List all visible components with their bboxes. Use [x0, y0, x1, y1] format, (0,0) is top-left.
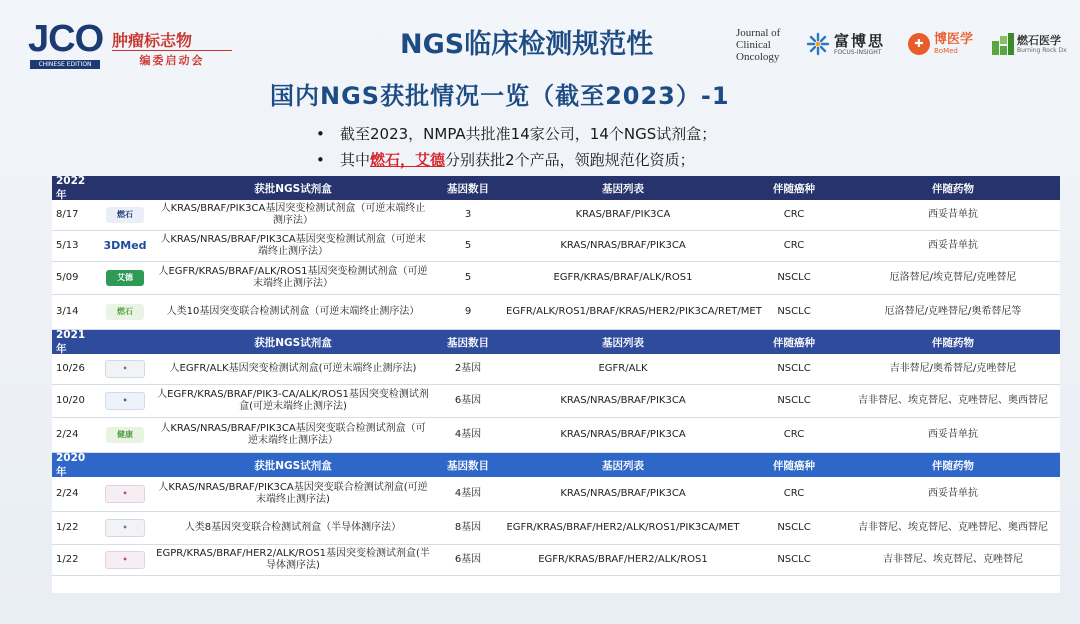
bullet-item: • 截至2023，NMPA共批准14家公司，14个NGS试剂盒；	[314, 121, 716, 147]
row-drugs: 吉非替尼、埃克替尼、克唑替尼、奥西替尼	[858, 395, 1048, 406]
col-header-cancer: 伴随癌种	[773, 182, 815, 195]
row-gene-list: EGFR/ALK/ROS1/BRAF/KRAS/HER2/PIK3CA/RET/MET	[506, 306, 762, 317]
row-drugs: 西妥昔单抗	[928, 240, 978, 251]
row-drugs: 西妥昔单抗	[928, 488, 978, 499]
row-drugs: 吉非替尼、埃克替尼、克唑替尼	[883, 554, 1023, 565]
col-header-drugs: 伴随药物	[932, 182, 974, 195]
row-date: 5/13	[56, 240, 79, 251]
company-logo: •	[105, 485, 145, 503]
row-kit: 人KRAS/BRAF/PIK3CA基因突变检测试剂盒（可逆末端终止测序法）	[160, 203, 426, 226]
bomed-mark-icon: ✚	[908, 33, 930, 55]
row-gene-list: KRAS/NRAS/BRAF/PIK3CA	[560, 429, 686, 440]
row-kit: EGPR/KRAS/BRAF/HER2/ALK/ROS1基因突变检测试剂盒(半导体测序法)	[156, 548, 430, 571]
row-kit: 人KRAS/NRAS/BRAF/PIK3CA基因突变联合检测试剂盒（可逆末端终止测序法）	[160, 423, 426, 446]
row-gene-list: KRAS/BRAF/PIK3CA	[575, 209, 671, 220]
company-logo: •	[105, 392, 145, 410]
table-row	[52, 200, 1060, 231]
row-date: 10/26	[56, 363, 85, 374]
table-row	[52, 231, 1060, 262]
row-cancer: NSCLC	[777, 363, 811, 374]
burning-rock-en: Burning Rock Dx	[1017, 46, 1067, 54]
col-header-kit: 获批NGS试剂盒	[254, 336, 332, 349]
row-gene-list: KRAS/NRAS/BRAF/PIK3CA	[560, 240, 686, 251]
company-logo-cell	[96, 238, 154, 254]
jco-cn-line1: 肿瘤标志物	[112, 31, 193, 50]
col-header-kit: 获批NGS试剂盒	[254, 182, 332, 195]
table-row	[52, 477, 1060, 512]
bomed-en: BoMed	[934, 47, 958, 55]
col-header-gene-count: 基因数目	[447, 459, 489, 472]
row-cancer: NSCLC	[777, 306, 811, 317]
burning-rock-logo: 燃石	[106, 207, 144, 223]
jco-cn-line2: 编委启动会	[112, 50, 232, 68]
col-header-gene-count: 基因数目	[447, 336, 489, 349]
row-gene-list: EGFR/KRAS/BRAF/ALK/ROS1	[553, 272, 693, 283]
col-header-cancer: 伴随癌种	[773, 459, 815, 472]
gene-tech-logo: 健康	[106, 427, 144, 443]
jco-logo-word: JCO	[28, 18, 104, 60]
row-gene-list: KRAS/NRAS/BRAF/PIK3CA	[560, 488, 686, 499]
focus-insight-en: FOCUS-INSIGHT	[834, 48, 882, 56]
row-drugs: 西妥昔单抗	[928, 429, 978, 440]
company-logo: •	[105, 551, 145, 569]
row-kit: 人KRAS/NRAS/BRAF/PIK3CA基因突变检测试剂盒（可逆末端终止测序法）	[160, 234, 426, 257]
company-logo-cell	[96, 485, 154, 503]
section-header	[52, 330, 1060, 354]
table-row	[52, 385, 1060, 418]
row-date: 5/09	[56, 272, 79, 283]
section-header	[52, 453, 1060, 477]
section-header	[52, 176, 1060, 200]
row-cancer: CRC	[783, 488, 805, 499]
col-header-kit: 获批NGS试剂盒	[254, 459, 332, 472]
row-gene-list: EGFR/KRAS/BRAF/HER2/ALK/ROS1	[538, 554, 708, 565]
row-drugs: 厄洛替尼/埃克替尼/克唑替尼	[889, 272, 1017, 283]
jco-edition-label: CHINESE EDITION	[30, 60, 100, 69]
row-drugs: 吉非替尼/奥希替尼/克唑替尼	[889, 363, 1017, 374]
row-gene-count: 3	[464, 209, 472, 220]
col-header-cancer: 伴随癌种	[773, 336, 815, 349]
table-row	[52, 418, 1060, 453]
row-date: 3/14	[56, 306, 79, 317]
table-row	[52, 295, 1060, 330]
bomed-cn: 博医学	[934, 32, 974, 47]
row-date: 10/20	[56, 395, 85, 406]
table-row	[52, 512, 1060, 545]
row-kit: 人EGFR/KRAS/BRAF/ALK/ROS1基因突变检测试剂盒（可逆末端终止测序法）	[158, 266, 428, 289]
company-logo-cell	[96, 304, 154, 320]
row-kit: 人KRAS/NRAS/BRAF/PIK3CA基因突变联合检测试剂盒(可逆末端终止测序法)	[158, 482, 428, 505]
bullet-item: • 其中燃石，艾德分别获批2个产品，领跑规范化资质；	[314, 147, 716, 173]
row-date: 8/17	[56, 209, 79, 220]
row-drugs: 吉非替尼、埃克替尼、克唑替尼、奥西替尼	[858, 522, 1048, 533]
row-gene-count: 5	[464, 272, 472, 283]
row-cancer: CRC	[783, 429, 805, 440]
row-kit: 人EGFR/KRAS/BRAF/PIK3-CA/ALK/ROS1基因突变检测试剂盒(可逆末端终止测序法)	[157, 389, 429, 412]
row-kit: 人EGFR/ALK基因突变检测试剂盒(可逆末端终止测序法)	[169, 363, 417, 374]
table-row	[52, 354, 1060, 385]
burning-rock-mark-icon	[992, 33, 1014, 55]
row-cancer: CRC	[783, 240, 805, 251]
row-cancer: NSCLC	[777, 272, 811, 283]
col-header-gene-count: 基因数目	[447, 182, 489, 195]
row-kit: 人类10基因突变联合检测试剂盒（可逆末端终止测序法）	[166, 306, 420, 317]
row-date: 2/24	[56, 429, 79, 440]
3dmed-logo: 3DMed	[103, 239, 147, 252]
row-drugs: 西妥昔单抗	[928, 209, 978, 220]
row-cancer: NSCLC	[777, 522, 811, 533]
row-cancer: NSCLC	[777, 554, 811, 565]
col-header-gene-list: 基因列表	[602, 459, 644, 472]
burning-rock-cn: 燃石医学	[1017, 33, 1061, 47]
col-header-drugs: 伴随药物	[932, 336, 974, 349]
row-gene-list: EGFR/KRAS/BRAF/HER2/ALK/ROS1/PIK3CA/MET	[506, 522, 740, 533]
row-kit: 人类8基因突变联合检测试剂盒（半导体测序法）	[184, 522, 402, 533]
col-header-gene-list: 基因列表	[602, 182, 644, 195]
focus-insight-cn: 富博思	[834, 31, 886, 50]
section-year: 2022年	[56, 174, 86, 201]
company-logo-cell	[96, 207, 154, 223]
focus-insight-logo	[806, 32, 885, 56]
bullet-list	[314, 121, 716, 173]
row-gene-count: 4基因	[454, 429, 482, 440]
burning-rock-green-logo: 燃石	[106, 304, 144, 320]
table-row	[52, 262, 1060, 295]
col-header-gene-list: 基因列表	[602, 336, 644, 349]
row-date: 1/22	[56, 554, 79, 565]
row-gene-count: 5	[464, 240, 472, 251]
col-header-drugs: 伴随药物	[932, 459, 974, 472]
row-gene-count: 9	[464, 306, 472, 317]
company-logo-cell	[96, 427, 154, 443]
section-year: 2020年	[56, 451, 86, 478]
company-logo-cell	[96, 360, 154, 378]
table-row	[52, 545, 1060, 576]
section-year: 2021年	[56, 328, 86, 355]
row-gene-list: EGFR/ALK	[598, 363, 648, 374]
page-title: NGS临床检测规范性	[400, 29, 654, 60]
company-logo-cell	[96, 270, 154, 286]
row-gene-count: 6基因	[454, 554, 482, 565]
jco-journal-logo: Journal of Clinical Oncology	[736, 27, 781, 63]
row-gene-count: 4基因	[454, 488, 482, 499]
page-subtitle: 国内NGS获批情况一览（截至2023）-1	[270, 82, 730, 110]
burning-rock-logo	[992, 33, 1067, 55]
company-logo-cell	[96, 392, 154, 410]
company-logo-cell	[96, 551, 154, 569]
ngs-approval-table	[52, 176, 1060, 593]
company-logo-cell	[96, 519, 154, 537]
row-gene-count: 8基因	[454, 522, 482, 533]
bomed-logo	[908, 33, 973, 55]
jco-logo	[28, 20, 210, 66]
row-date: 2/24	[56, 488, 79, 499]
highlight-companies: 燃石，艾德	[370, 151, 446, 169]
company-logo: •	[105, 519, 145, 537]
row-gene-count: 6基因	[454, 395, 482, 406]
row-drugs: 厄洛替尼/克唑替尼/奥希替尼等	[884, 306, 1022, 317]
row-date: 1/22	[56, 522, 79, 533]
row-gene-list: KRAS/NRAS/BRAF/PIK3CA	[560, 395, 686, 406]
row-cancer: NSCLC	[777, 395, 811, 406]
amoy-logo: 艾德	[106, 270, 144, 286]
focus-insight-mark-icon	[806, 32, 830, 56]
row-cancer: CRC	[783, 209, 805, 220]
company-logo: •	[105, 360, 145, 378]
row-gene-count: 2基因	[454, 363, 482, 374]
